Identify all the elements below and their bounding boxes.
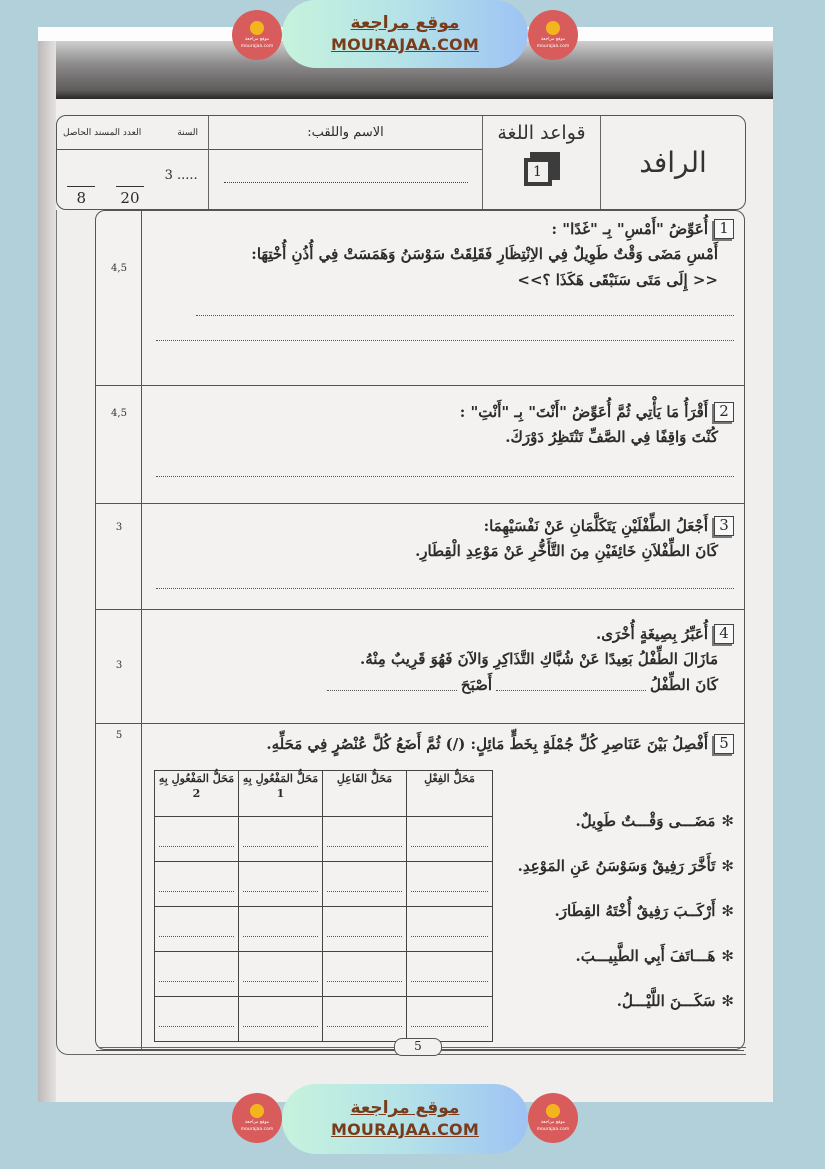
coin-icon [250,1104,264,1118]
watermark-arabic: موقع مراجعة [350,1098,460,1118]
answer-line[interactable] [156,588,734,589]
answer-line[interactable] [196,315,734,316]
answer-line[interactable] [156,340,734,341]
exercise-text-line: << إِلَى مَتَى سَنَبْقَى هَكَذَا ؟>> [517,271,718,289]
table-row [155,817,493,862]
score-cell [57,116,209,209]
exercise-number: 4 [714,624,734,644]
col-header-object-2: مَحَلُّ المَفْعُولِ بِهِ 2 [155,771,239,817]
answer-line[interactable] [156,476,734,477]
year-label: السنة [177,127,198,138]
prompt-kana: كَانَ الطِّفْلُ [650,676,718,694]
exercise-points: 4,5 [111,408,127,419]
exercise-points: 3 [115,660,123,671]
list-item: ✻هَـــاتَفَ أَبِي الطَّبِيـــبَ. [575,947,734,965]
unit-number-box: 1 [524,152,560,186]
exercise-instruction: أَفْصِلُ بَيْنَ عَنَاصِرِ كُلِّ جُمْلَةٍ بِخَطٍّ مَائِلٍ: (/) ثُمَّ أَضَعُ كُلَّ عُنْصُرٍ فِي مَحَلِّهِ. [266,735,708,753]
watermark-banner-bottom[interactable] [282,1084,528,1154]
watermark-latin: MOURAJAA.COM [331,1120,479,1139]
exercise-4 [96,610,744,724]
score-label: العدد المسند الحاصل [63,127,142,138]
exercise-3 [96,504,744,610]
exercise-text-line: أَمْسِ مَضَى وَقْتٌ طَوِيلٌ فِي الاِنْتِظَارِ فَقَلِقَتْ سَوْسَنُ وَهَمَسَتْ فِي أُذُنِ أُخْتِهَا: [251,245,718,263]
name-label: الاسم واللقب: [209,116,482,150]
exercises-box [95,210,745,1050]
list-item: ✻مَضَـــى وَقْـــتٌ طَوِيلٌ. [575,812,734,830]
name-input-line[interactable] [224,182,468,183]
exercise-number: 3 [714,516,734,536]
name-cell [209,116,483,209]
asterisk-icon: ✻ [721,947,734,965]
exercise-instruction: أُعَوِّضُ "أَمْسِ" بِـ "غَدًا" : [551,220,708,238]
asterisk-icon: ✻ [721,812,734,830]
worksheet-header [56,115,746,210]
table-row [155,907,493,952]
exercise-points: 5 [115,730,123,741]
exercise-number: 1 [714,219,734,239]
watermark-latin: MOURAJAA.COM [331,35,479,54]
watermark-badge-right-bottom: موقع مراجعة mourajaa.com [528,1093,578,1143]
page-left-rail [56,210,57,1010]
list-item: ✻أَرْكَــبَ رَفِيقٌ أُخْتَهُ القِطَارَ. [554,902,734,920]
exercise-points: 4,5 [111,263,127,274]
exercise-2 [96,386,744,504]
asterisk-icon: ✻ [721,992,734,1010]
book-title: الرافد [639,146,707,179]
sentence-list [504,799,734,1024]
exercise-number: 2 [714,402,734,422]
watermark-badge-left-bottom: موقع مراجعة mourajaa.com [232,1093,282,1143]
answer-line[interactable] [327,690,457,691]
coin-icon [250,21,264,35]
table-row [155,862,493,907]
scan-left-edge [38,41,56,1102]
list-item: ✻سَكَـــنَ اللَّيْـــلُ. [616,992,734,1010]
score-total: 20 [116,186,144,207]
exercise-text-line: مَازَالَ الطِّفْلُ بَعِيدًا عَنْ شُبَّاكِ التَّذَاكِرِ وَالآنَ فَهُوَ قَرِيبٌ مِنْهُ. [360,650,718,668]
exercise-text-line: كُنْتَ وَاقِفًا فِي الصَّفِّ تَنْتَظِرُ دَوْرَكَ. [505,428,718,446]
exercise-1 [96,211,744,386]
coin-icon [546,21,560,35]
table-row [155,997,493,1042]
score-obtained: 8 [67,186,95,207]
exercise-points: 3 [115,522,123,533]
watermark-arabic: موقع مراجعة [350,13,460,33]
table-row [155,952,493,997]
year-value: 3 ..... [164,168,198,183]
list-item: ✻تَأَخَّرَ رَفِيقٌ وَسَوْسَنُ عَنِ المَوْعِدِ. [517,857,734,875]
exercise-number: 5 [714,734,734,754]
exercise-instruction: أَجْعَلُ الطِّفْلَيْنِ يَتَكَلَّمَانِ عَنْ نَفْسَيْهِمَا: [483,517,708,535]
coin-icon [546,1104,560,1118]
page-number: 5 [394,1038,442,1056]
exercise-text-line: كَانَ الطِّفْلاَنِ خَائِفَيْنِ مِنَ التَّأَخُّرِ عَنْ مَوْعِدِ الْقِطَارِ. [415,542,718,560]
watermark-badge-left-top: موقع مراجعة mourajaa.com [232,10,282,60]
answer-line[interactable] [496,690,646,691]
exercise-instruction: أَقْرَأُ مَا يَأْتِي ثُمَّ أُعَوِّضُ "أَنْتَ" بِـ "أَنْتِ" : [459,403,708,421]
asterisk-icon: ✻ [721,857,734,875]
col-header-subject: مَحَلُّ الفَاعِلِ [323,771,407,817]
asterisk-icon: ✻ [721,902,734,920]
subject-cell [483,116,601,209]
subject-title: قواعد اللغة [497,122,586,144]
col-header-object-1: مَحَلُّ المَفْعُولِ بِهِ 1 [239,771,323,817]
col-header-verb: مَحَلُّ الفِعْلِ [407,771,493,817]
watermark-badge-right-top: موقع مراجعة mourajaa.com [528,10,578,60]
prompt-asbaha: أَصْبَحَ [460,676,493,694]
answer-table [154,770,493,1042]
exercise-instruction: أُعَبِّرُ بِصِيغَةٍ أُخْرَى. [595,625,708,643]
watermark-banner-top[interactable] [282,0,528,68]
